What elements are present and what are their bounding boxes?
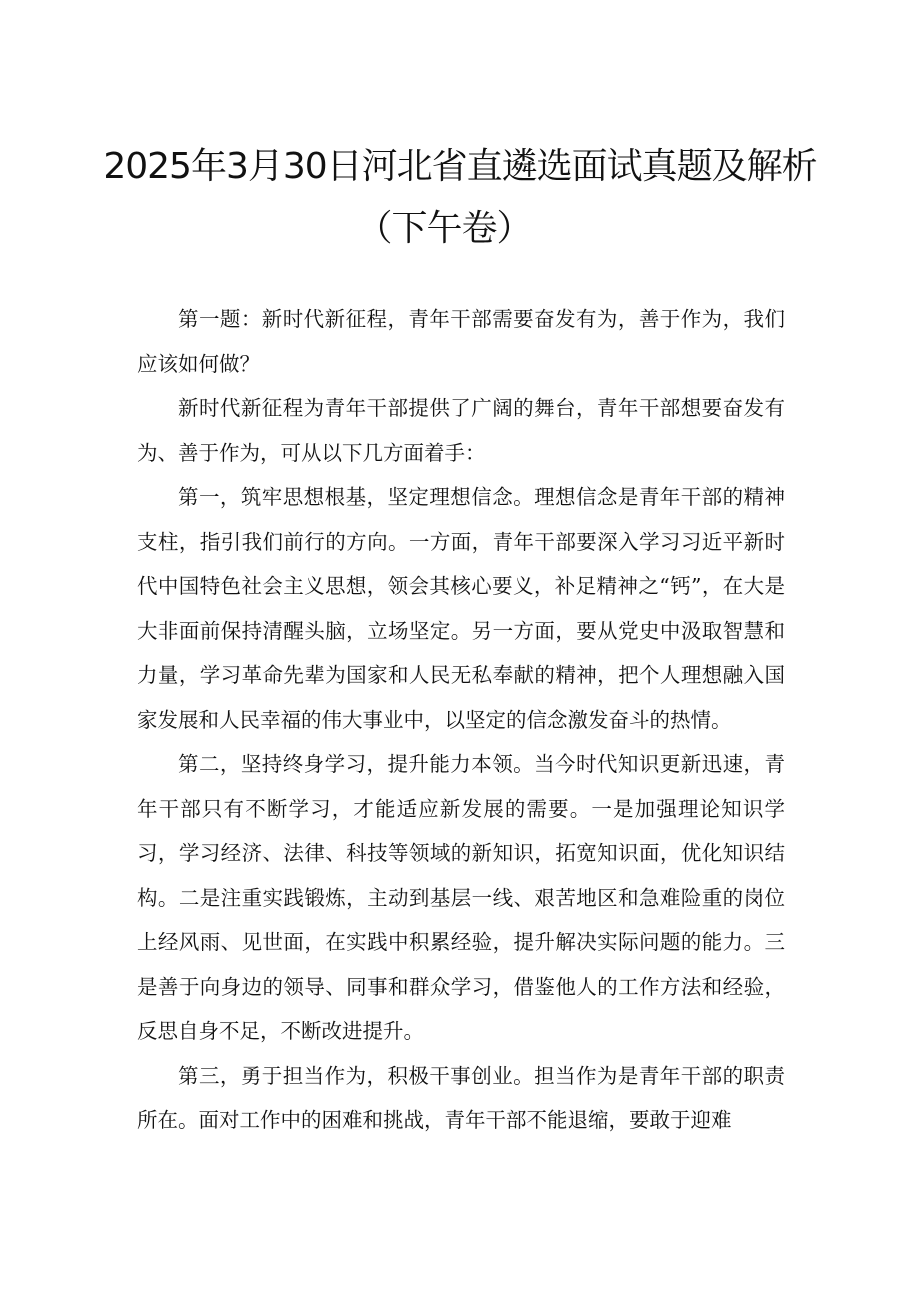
point-three-paragraph: 第三，勇于担当作为，积极干事创业。担当作为是青年干部的职责所在。面对工作中的困难和挑战，青年干部不能退缩，要敢于迎难	[137, 1063, 785, 1132]
intro-paragraph: 新时代新征程为青年干部提供了广阔的舞台，青年干部想要奋发有为、善于作为，可从以下几方面着手：	[137, 396, 785, 465]
document-subtitle: （下午卷）	[356, 208, 532, 249]
document-body	[137, 297, 785, 1143]
document-title: 2025年3月30日河北省直遴选面试真题及解析	[103, 146, 817, 187]
question-paragraph: 第一题：新时代新征程，青年干部需要奋发有为，善于作为，我们应该如何做？	[137, 307, 785, 376]
point-two-paragraph: 第二，坚持终身学习，提升能力本领。当今时代知识更新迅速，青年干部只有不断学习，才能适应新发展的需要。一是加强理论知识学习，学习经济、法律、科技等领域的新知识，拓宽知识面，优化知识结构。二是注重实践锻炼，主动到基层一线、艰苦地区和急难险重的岗位上经风雨、见世面，在实践中积累经验，提升解决实际问题的能力。三是善于向身边的领导、同事和群众学习，借鉴他人的工作方法和经验，反思自身不足，不断改进提升。	[137, 752, 785, 1043]
point-one-paragraph: 第一，筑牢思想根基，坚定理想信念。理想信念是青年干部的精神支柱，指引我们前行的方向。一方面，青年干部要深入学习习近平新时代中国特色社会主义思想，领会其核心要义，补足精神之“钙”，在大是大非面前保持清醒头脑，立场坚定。另一方面，要从党史中汲取智慧和力量，学习革命先辈为国家和人民无私奉献的精神，把个人理想融入国家发展和人民幸福的伟大事业中，以坚定的信念激发奋斗的热情。	[137, 485, 785, 732]
